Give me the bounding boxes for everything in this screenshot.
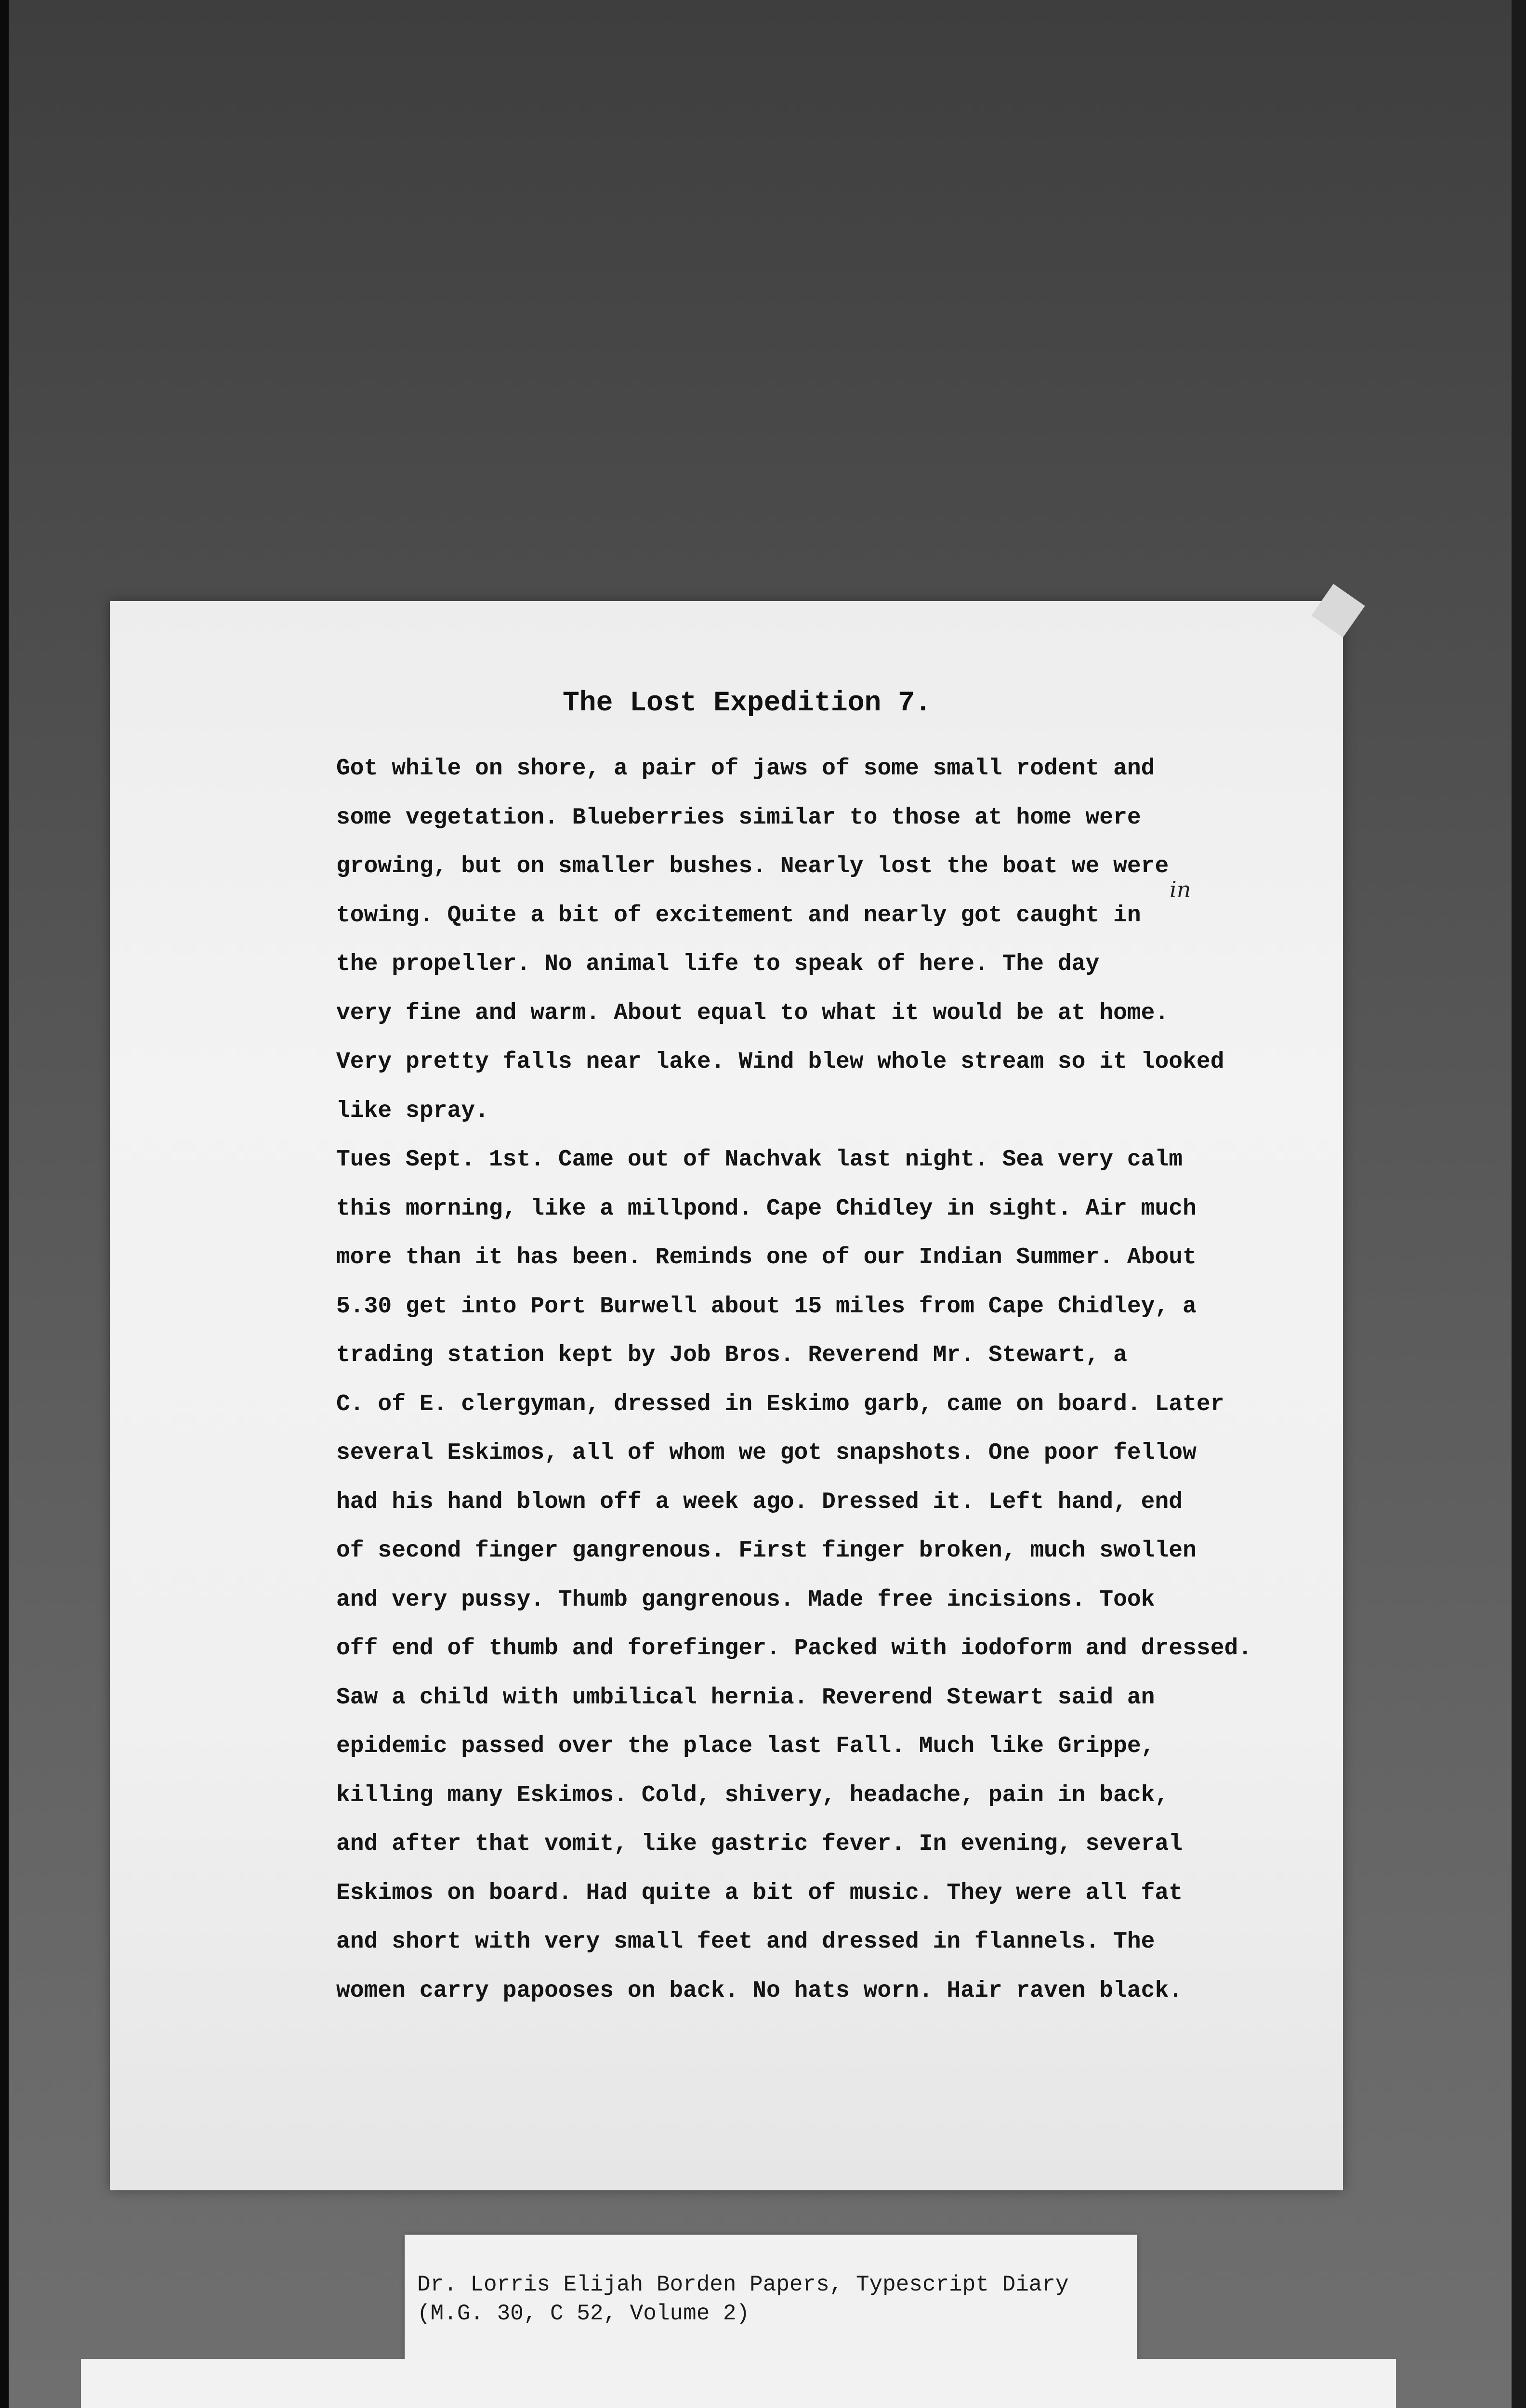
source-label-title: Dr. Lorris Elijah Borden Papers, Typescript Diary: [417, 2272, 1069, 2297]
text-line: off end of thumb and forefinger. Packed with iodoform and dressed.: [336, 1636, 1252, 1662]
text-line: Tues Sept. 1st. Came out of Nachvak last night. Sea very calm: [336, 1147, 1183, 1173]
text-line: had his hand blown off a week ago. Dressed it. Left hand, end: [336, 1489, 1183, 1515]
text-line: trading station kept by Job Bros. Reverend Mr. Stewart, a: [336, 1342, 1127, 1368]
text-line: Got while on shore, a pair of jaws of some small rodent and: [336, 756, 1155, 782]
text-line: growing, but on smaller bushes. Nearly lost the boat we were: [336, 853, 1169, 879]
text-line: C. of E. clergyman, dressed in Eskimo garb, came on board. Later: [336, 1391, 1224, 1417]
text-line: more than it has been. Reminds one of our Indian Summer. About: [336, 1244, 1197, 1270]
text-line: Eskimos on board. Had quite a bit of music. They were all fat: [336, 1880, 1183, 1906]
text-line: some vegetation. Blueberries similar to those at home were: [336, 804, 1141, 831]
text-line: killing many Eskimos. Cold, shivery, headache, pain in back,: [336, 1782, 1169, 1808]
text-line: and short with very small feet and dressed in flannels. The: [336, 1929, 1155, 1955]
text-line: women carry papooses on back. No hats worn. Hair raven black.: [336, 1977, 1183, 2004]
typescript-page: [110, 601, 1343, 2190]
text-line: Saw a child with umbilical hernia. Reverend Stewart said an: [336, 1684, 1155, 1711]
page-title: The Lost Expedition 7.: [563, 688, 932, 719]
diary-text: [336, 745, 1444, 2015]
text-line: epidemic passed over the place last Fall. Much like Grippe,: [336, 1733, 1155, 1759]
text-line: 5.30 get into Port Burwell about 15 miles from Cape Chidley, a: [336, 1293, 1197, 1320]
text-line: this morning, like a millpond. Cape Chidley in sight. Air much: [336, 1195, 1197, 1222]
source-label-card: [405, 2235, 1137, 2365]
text-line: the propeller. No animal life to speak of here. The day: [336, 951, 1100, 977]
text-line: several Eskimos, all of whom we got snapshots. One poor fellow: [336, 1440, 1197, 1466]
text-line: Very pretty falls near lake. Wind blew whole stream so it looked: [336, 1049, 1224, 1075]
handwritten-insertion: in: [1170, 877, 1191, 903]
text-line: very fine and warm. About equal to what it would be at home.: [336, 1000, 1169, 1026]
text-line: towing. Quite a bit of excitement and nearly got caught in: [336, 902, 1141, 929]
text-line: like spray.: [336, 1098, 489, 1124]
archives-banner: [81, 2359, 1396, 2408]
source-label-reference: (M.G. 30, C 52, Volume 2): [417, 2301, 750, 2326]
text-line: and very pussy. Thumb gangrenous. Made free incisions. Took: [336, 1586, 1155, 1613]
text-line: of second finger gangrenous. First finger broken, much swollen: [336, 1538, 1197, 1564]
text-line: and after that vomit, like gastric fever. In evening, several: [336, 1831, 1183, 1857]
backdrop-edge: [1512, 0, 1526, 2408]
